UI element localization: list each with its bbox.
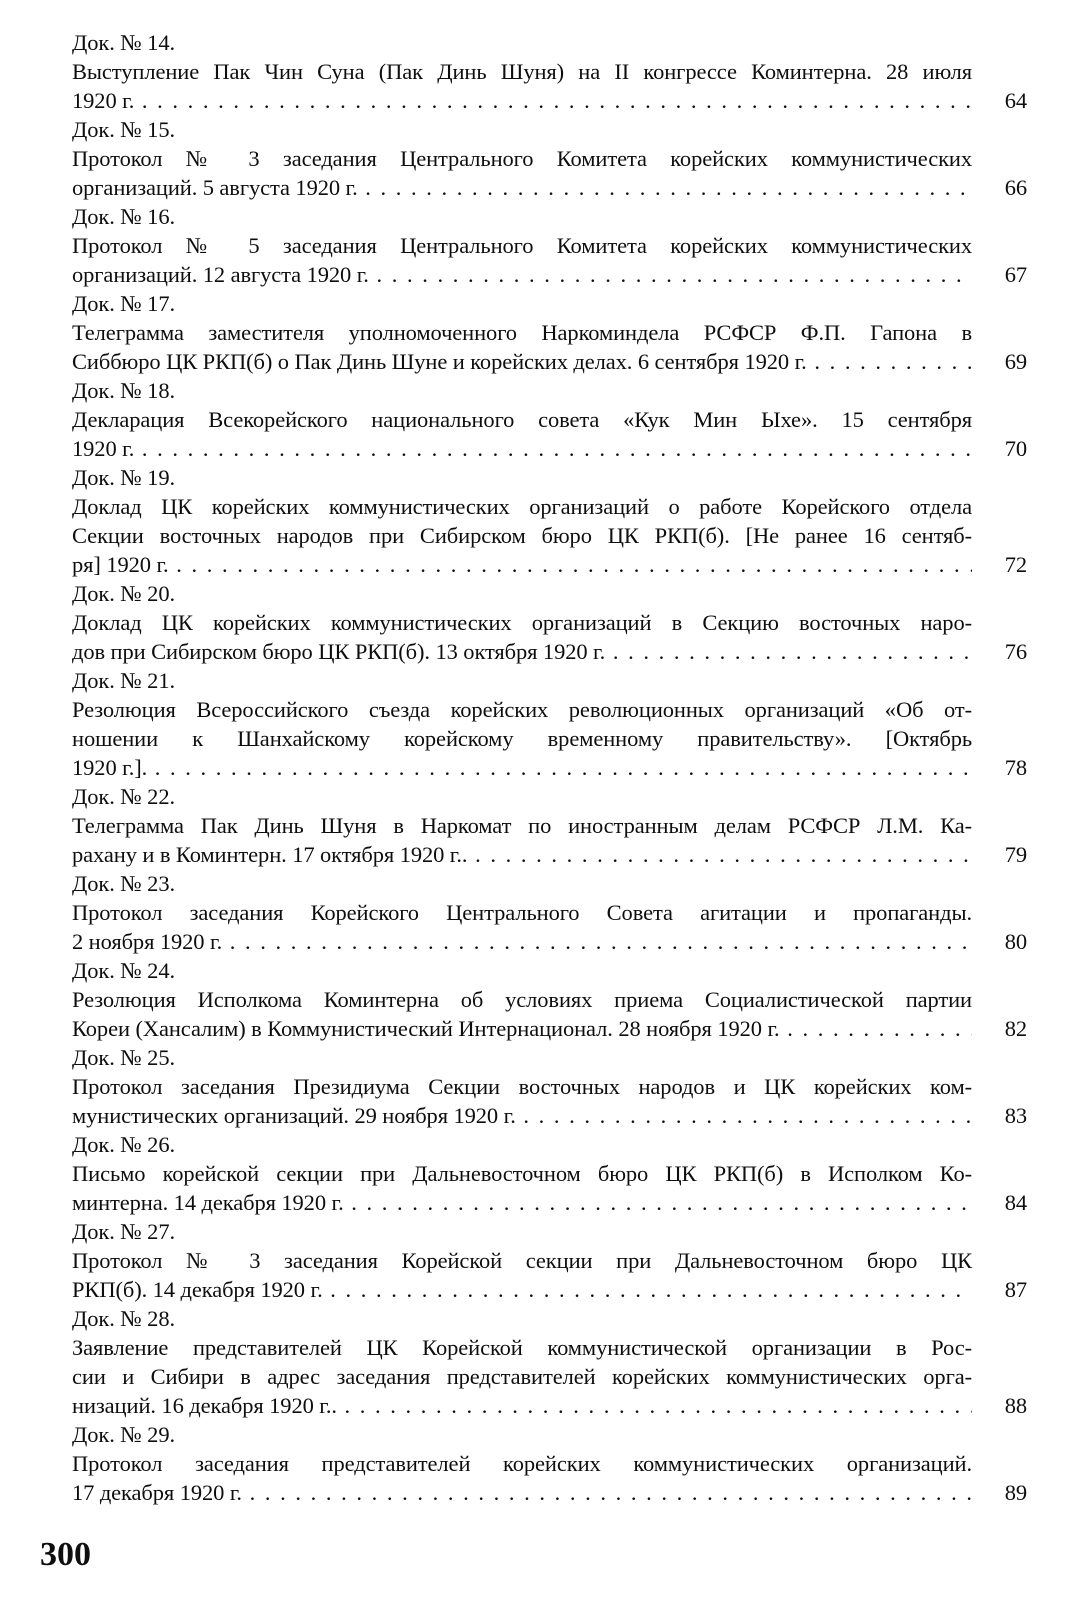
doc-description-row <box>72 318 1027 376</box>
doc-title <box>72 57 972 115</box>
toc-entry <box>72 202 1027 289</box>
toc-entry <box>72 376 1027 463</box>
toc-entry <box>72 28 1027 115</box>
doc-title-line: 1920 г. . . . <box>72 434 972 463</box>
toc-entry <box>72 579 1027 666</box>
doc-page-number: 69 <box>1004 349 1027 374</box>
doc-description-row <box>72 1072 1027 1130</box>
doc-title-line: Телеграмма Пак Динь Шуня в Наркомат по иностранным делам РСФСР Л.М. Ка- <box>72 813 972 838</box>
doc-title-line: Кореи (Хансалим) в Коммунистический Интернационал. 28 ноября 1920 г. . . . <box>72 1014 972 1043</box>
doc-title-line: Секции восточных народов при Сибирском бюро ЦК РКП(б). [Не ранее 16 сентяб- <box>72 523 972 548</box>
doc-number: Док. № 29. <box>72 1422 175 1447</box>
doc-page-number: 84 <box>1004 1190 1027 1215</box>
doc-title <box>72 1449 972 1507</box>
doc-description-row <box>72 231 1027 289</box>
doc-title-line: Резолюция Исполкома Коминтерна об условиях приема Социалистической партии <box>72 987 972 1012</box>
toc-entry <box>72 1304 1027 1420</box>
doc-title-line: низаций. 16 декабря 1920 г.. . . . <box>72 1391 972 1420</box>
toc-entry <box>72 1043 1027 1130</box>
toc-entry <box>72 463 1027 579</box>
doc-title-line: Протокол № 3 заседания Корейской секции при Дальневосточном бюро ЦК <box>72 1248 972 1273</box>
doc-description-row <box>72 1159 1027 1217</box>
doc-page-number: 70 <box>1004 436 1027 461</box>
toc-entry <box>72 1420 1027 1507</box>
doc-title-line: Доклад ЦК корейских коммунистических организаций в Секцию восточных наро- <box>72 610 972 635</box>
doc-number: Док. № 26. <box>72 1132 175 1157</box>
doc-description-row <box>72 898 1027 956</box>
doc-number: Док. № 16. <box>72 204 175 229</box>
doc-title <box>72 231 972 289</box>
doc-description-row <box>72 1333 1027 1420</box>
doc-title <box>72 898 972 956</box>
doc-number: Док. № 19. <box>72 465 175 490</box>
doc-title-line: Декларация Всекорейского национального совета «Кук Мин Ыхе». 15 сентября <box>72 407 972 432</box>
doc-title-line: Резолюция Всероссийского съезда корейских революционных организаций «Об от- <box>72 697 972 722</box>
toc-entry <box>72 869 1027 956</box>
doc-number: Док. № 18. <box>72 378 175 403</box>
doc-page-number: 82 <box>1004 1016 1027 1041</box>
doc-title-line: Телеграмма заместителя уполномоченного Наркоминдела РСФСР Ф.П. Гапона в <box>72 320 972 345</box>
toc-entry <box>72 956 1027 1043</box>
table-of-contents <box>72 28 1027 1507</box>
doc-page-number: 79 <box>1004 842 1027 867</box>
doc-title-line: дов при Сибирском бюро ЦК РКП(б). 13 октября 1920 г. . . . <box>72 637 972 666</box>
doc-title <box>72 318 972 376</box>
doc-number: Док. № 21. <box>72 668 175 693</box>
doc-number: Док. № 27. <box>72 1219 175 1244</box>
doc-description-row <box>72 1449 1027 1507</box>
doc-page-number: 89 <box>1004 1480 1027 1505</box>
doc-title <box>72 608 972 666</box>
doc-title-line: 1920 г.]. . . . <box>72 753 972 782</box>
doc-page-number: 72 <box>1004 552 1027 577</box>
doc-page-number: 88 <box>1004 1393 1027 1418</box>
doc-title <box>72 1072 972 1130</box>
doc-title-line: Сиббюро ЦК РКП(б) о Пак Динь Шуне и корейских делах. 6 сентября 1920 г. . . . <box>72 347 972 376</box>
doc-page-number: 76 <box>1004 639 1027 664</box>
page-number-folio: 300 <box>40 1536 91 1573</box>
doc-description-row <box>72 985 1027 1043</box>
doc-title-line: минтерна. 14 декабря 1920 г. . . . <box>72 1188 972 1217</box>
doc-title-line: организаций. 5 августа 1920 г. . . . <box>72 173 972 202</box>
doc-number: Док. № 28. <box>72 1306 175 1331</box>
doc-title-line: Протокол заседания Президиума Секции восточных народов и ЦК корейских ком- <box>72 1074 972 1099</box>
doc-number: Док. № 20. <box>72 581 175 606</box>
doc-number: Док. № 22. <box>72 784 175 809</box>
doc-title-line: сии и Сибири в адрес заседания представителей корейских коммунистических орга- <box>72 1364 972 1389</box>
toc-entry <box>72 115 1027 202</box>
doc-title-line: Протокол № 5 заседания Центрального Комитета корейских коммунистических <box>72 233 972 258</box>
doc-title <box>72 985 972 1043</box>
doc-number: Док. № 23. <box>72 871 175 896</box>
doc-title-line: Протокол заседания представителей корейских коммунистических организаций. <box>72 1451 972 1476</box>
doc-title-line: 1920 г. . . . <box>72 86 972 115</box>
toc-entry <box>72 1130 1027 1217</box>
doc-number: Док. № 15. <box>72 117 175 142</box>
toc-entry <box>72 666 1027 782</box>
doc-title-line: организаций. 12 августа 1920 г. . . . <box>72 260 972 289</box>
doc-page-number: 66 <box>1004 175 1027 200</box>
toc-entry <box>72 289 1027 376</box>
doc-title-line: рахану и в Коминтерн. 17 октября 1920 г.. . . . <box>72 840 972 869</box>
doc-title <box>72 144 972 202</box>
doc-description-row <box>72 608 1027 666</box>
doc-title <box>72 405 972 463</box>
doc-number: Док. № 25. <box>72 1045 175 1070</box>
doc-description-row <box>72 57 1027 115</box>
doc-description-row <box>72 492 1027 579</box>
doc-description-row <box>72 1246 1027 1304</box>
doc-title-line: ношении к Шанхайскому корейскому временному правительству». [Октябрь <box>72 726 972 751</box>
doc-page-number: 64 <box>1004 88 1027 113</box>
doc-title-line: РКП(б). 14 декабря 1920 г. . . . <box>72 1275 972 1304</box>
doc-page-number: 67 <box>1004 262 1027 287</box>
doc-page-number: 80 <box>1004 929 1027 954</box>
doc-description-row <box>72 144 1027 202</box>
doc-title-line: Письмо корейской секции при Дальневосточном бюро ЦК РКП(б) в Исполком Ко- <box>72 1161 972 1186</box>
doc-title-line: Выступление Пак Чин Суна (Пак Динь Шуня) на II конгрессе Коминтерна. 28 июля <box>72 59 972 84</box>
doc-title-line: Заявление представителей ЦК Корейской коммунистической организации в Рос- <box>72 1335 972 1360</box>
doc-title <box>72 695 972 782</box>
doc-title-line: Протокол заседания Корейского Центрального Совета агитации и пропаганды. <box>72 900 972 925</box>
doc-page-number: 78 <box>1004 755 1027 780</box>
doc-description-row <box>72 405 1027 463</box>
doc-number: Док. № 24. <box>72 958 175 983</box>
toc-entry <box>72 1217 1027 1304</box>
doc-title <box>72 811 972 869</box>
doc-title-line: мунистических организаций. 29 ноября 1920 г. . . . <box>72 1101 972 1130</box>
doc-title-line: 2 ноября 1920 г. . . . <box>72 927 972 956</box>
doc-title <box>72 492 972 579</box>
doc-title-line: Протокол № 3 заседания Центрального Комитета корейских коммунистических <box>72 146 972 171</box>
toc-entry <box>72 782 1027 869</box>
doc-number: Док. № 14. <box>72 30 175 55</box>
doc-title-line: ря] 1920 г. . . . <box>72 550 972 579</box>
doc-page-number: 83 <box>1004 1103 1027 1128</box>
doc-page-number: 87 <box>1004 1277 1027 1302</box>
doc-title <box>72 1246 972 1304</box>
doc-title <box>72 1159 972 1217</box>
doc-description-row <box>72 695 1027 782</box>
doc-number: Док. № 17. <box>72 291 175 316</box>
doc-title <box>72 1333 972 1420</box>
doc-description-row <box>72 811 1027 869</box>
doc-title-line: Доклад ЦК корейских коммунистических организаций о работе Корейского отдела <box>72 494 972 519</box>
doc-title-line: 17 декабря 1920 г. . . . <box>72 1478 972 1507</box>
